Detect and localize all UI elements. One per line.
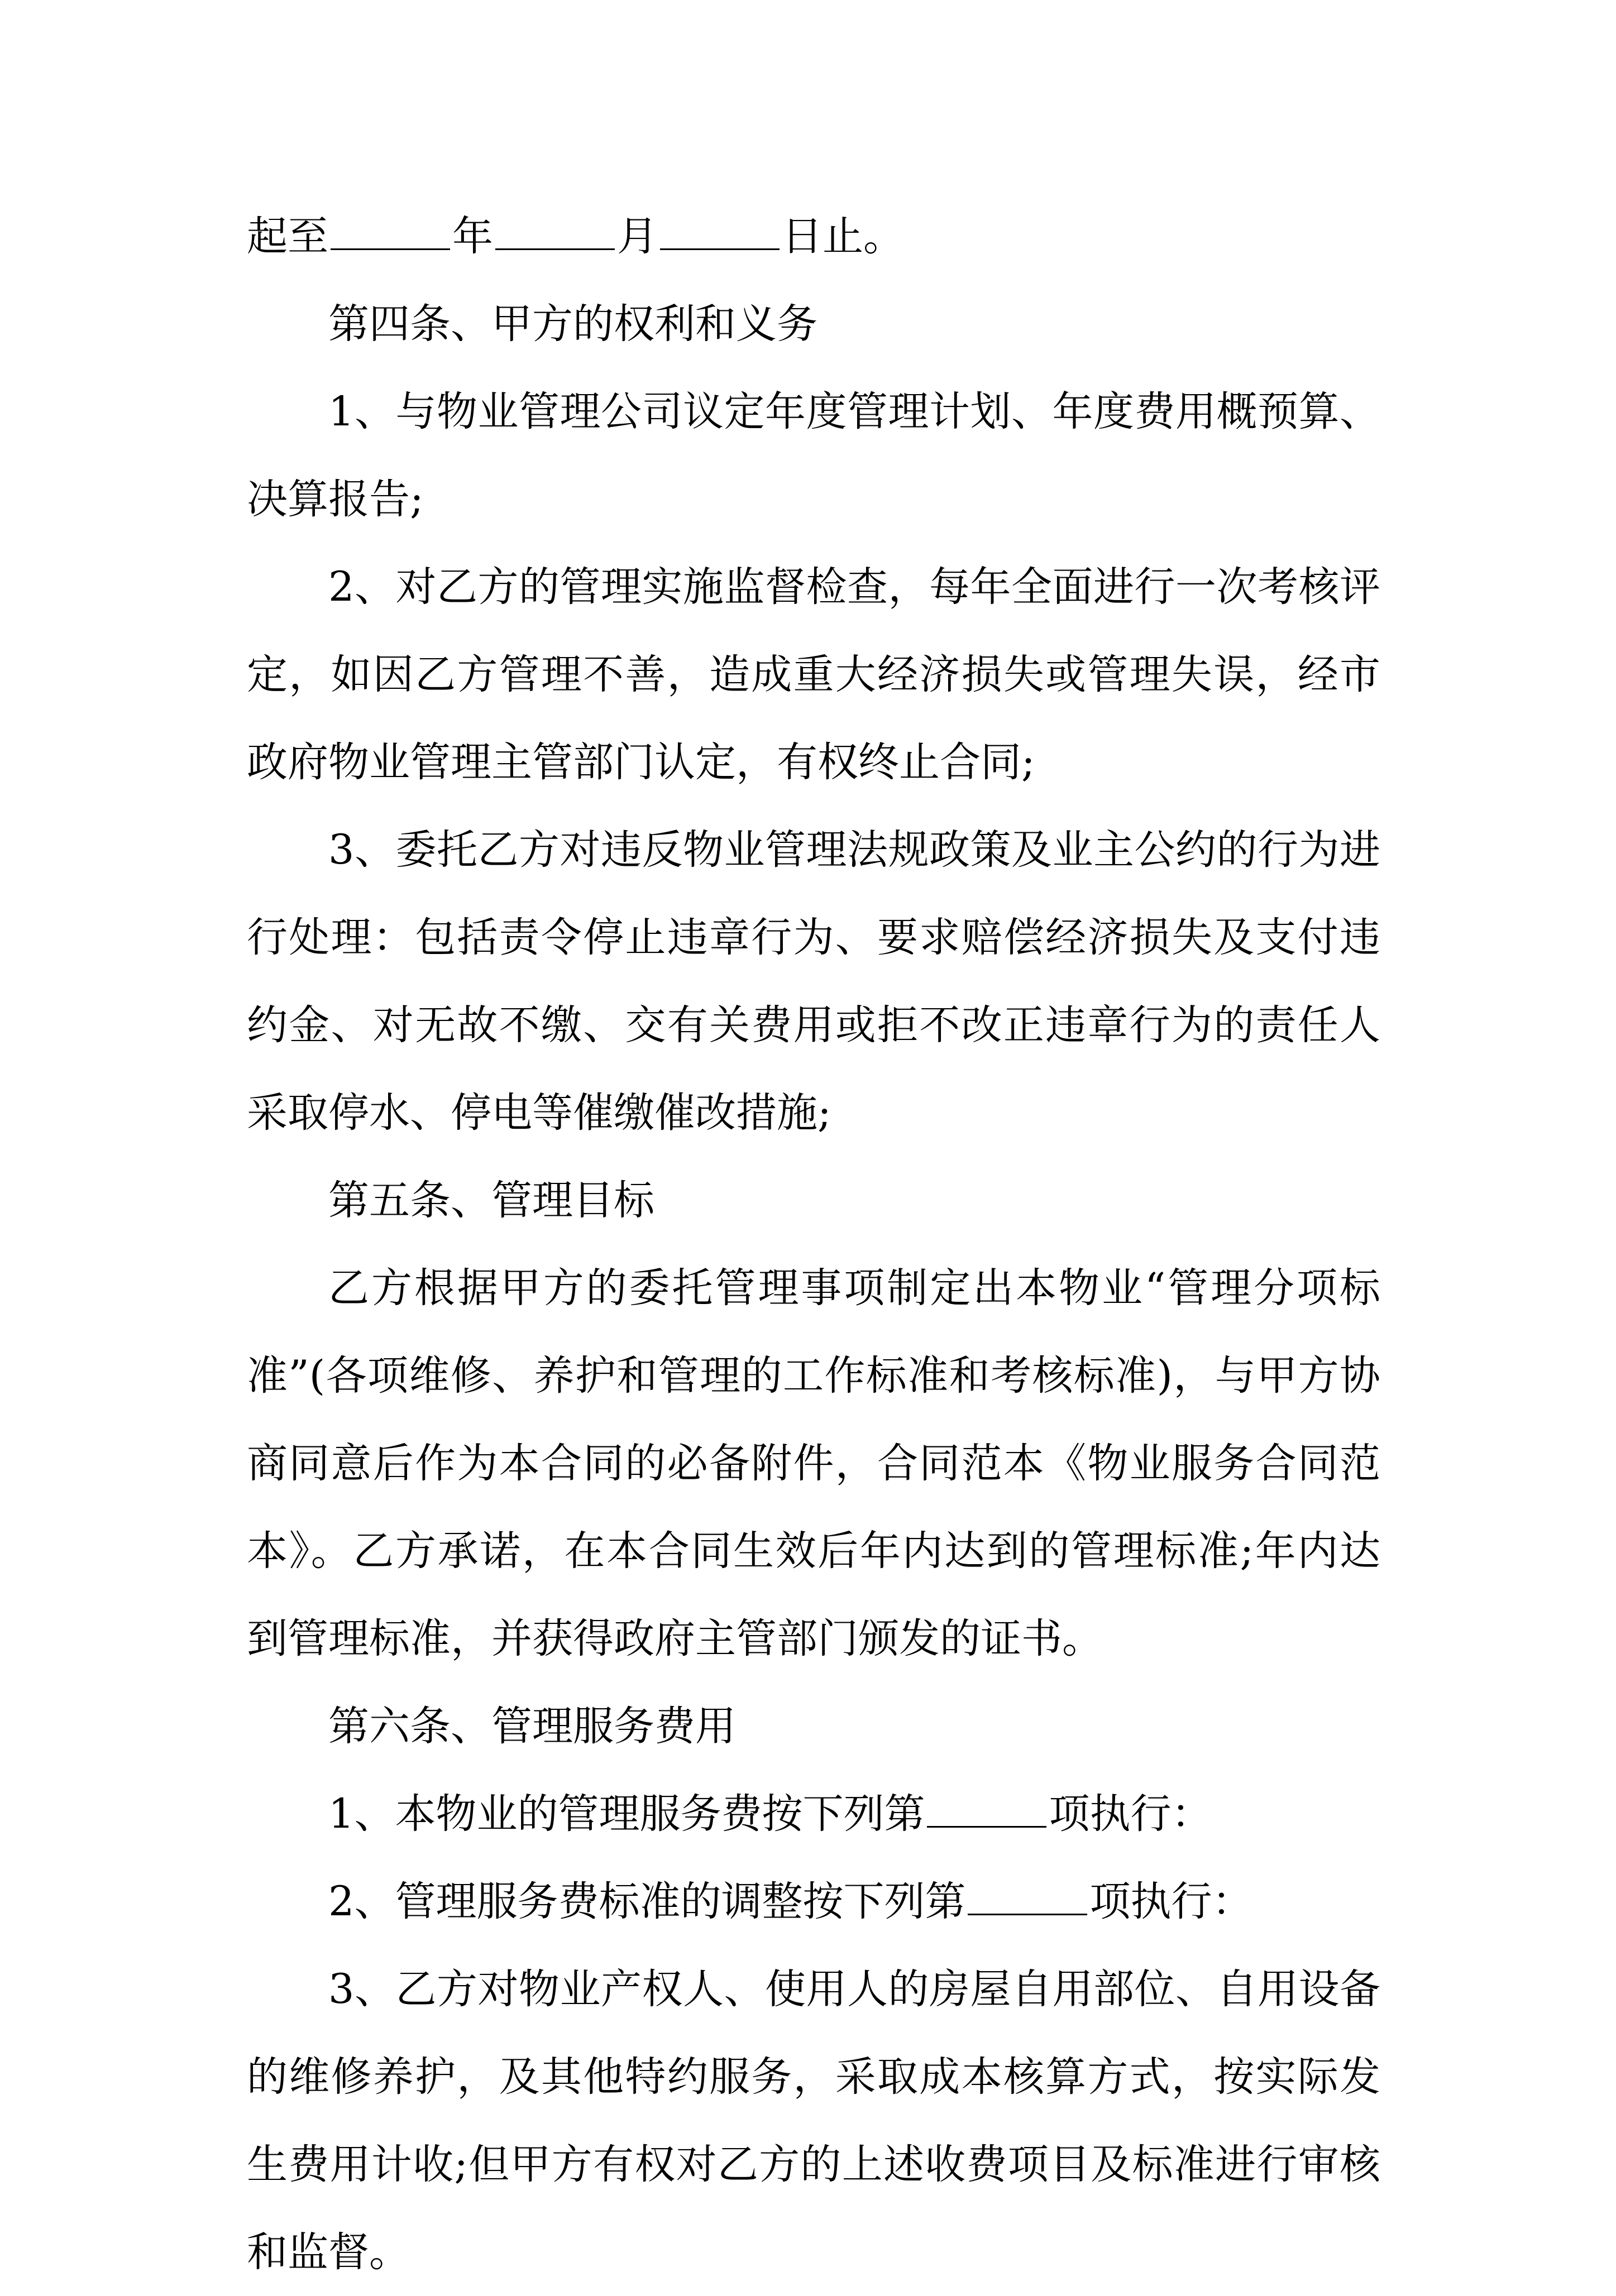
- article-6-item-2: [247, 1858, 1380, 1945]
- article-6-item-3: 3、乙方对物业产权人、使用人的房屋自用部位、自用设备的维修养护，及其他特约服务，采取成本核算方式，按实际发生费用计收;但甲方有权对乙方的上述收费项目及标准进行审核和监督。: [247, 1966, 1380, 2276]
- article-4-heading: 第四条、甲方的权利和义务: [328, 300, 817, 348]
- article-6-item-2-suffix: 项执行：: [1089, 1878, 1253, 1925]
- month-blank[interactable]: [495, 248, 615, 250]
- term-end-line: [247, 193, 1380, 280]
- year-label: 年: [452, 213, 493, 260]
- article-6-item-1-suffix: 项执行：: [1049, 1790, 1212, 1838]
- article-4-item-3: 3、委托乙方对违反物业管理法规政策及业主公约的行为进行处理：包括责令停止违章行为、要求赔偿经济损失及支付违约金、对无故不缴、交有关费用或拒不改正违章行为的责任人采取停水、停电等催缴催改措施;: [247, 826, 1380, 1137]
- fee-adjust-blank[interactable]: [968, 1913, 1087, 1915]
- article-6-item-2-text: 2、管理服务费标准的调整按下列第: [328, 1878, 966, 1925]
- day-label: 日止。: [782, 213, 904, 260]
- article-6-item-1-text: 1、本物业的管理服务费按下列第: [328, 1790, 925, 1838]
- article-5-paragraph: 乙方根据甲方的委托管理事项制定出本物业“管理分项标准”(各项维修、养护和管理的工作标准和考核标准)，与甲方协商同意后作为本合同的必备附件，合同范本《物业服务合同范本》。乙方承诺，在本合同生效后年内达到的管理标准;年内达到管理标准，并获得政府主管部门颁发的证书。: [247, 1264, 1380, 1662]
- article-6-item-1: [247, 1770, 1380, 1858]
- term-end-prefix: 起至: [247, 213, 328, 260]
- contract-text: [247, 193, 1380, 2296]
- fee-item-blank[interactable]: [927, 1825, 1046, 1828]
- article-4-item-1: 1、与物业管理公司议定年度管理计划、年度费用概预算、决算报告;: [247, 388, 1380, 523]
- article-4-item-2: 2、对乙方的管理实施监督检查，每年全面进行一次考核评定，如因乙方管理不善，造成重大经济损失或管理失误，经市政府物业管理主管部门认定，有权终止合同;: [247, 563, 1380, 786]
- month-label: 月: [617, 213, 658, 260]
- day-blank[interactable]: [660, 248, 780, 250]
- article-5-heading: 第五条、管理目标: [328, 1177, 654, 1224]
- article-6-heading: 第六条、管理服务费用: [328, 1703, 736, 1750]
- year-blank[interactable]: [331, 248, 450, 250]
